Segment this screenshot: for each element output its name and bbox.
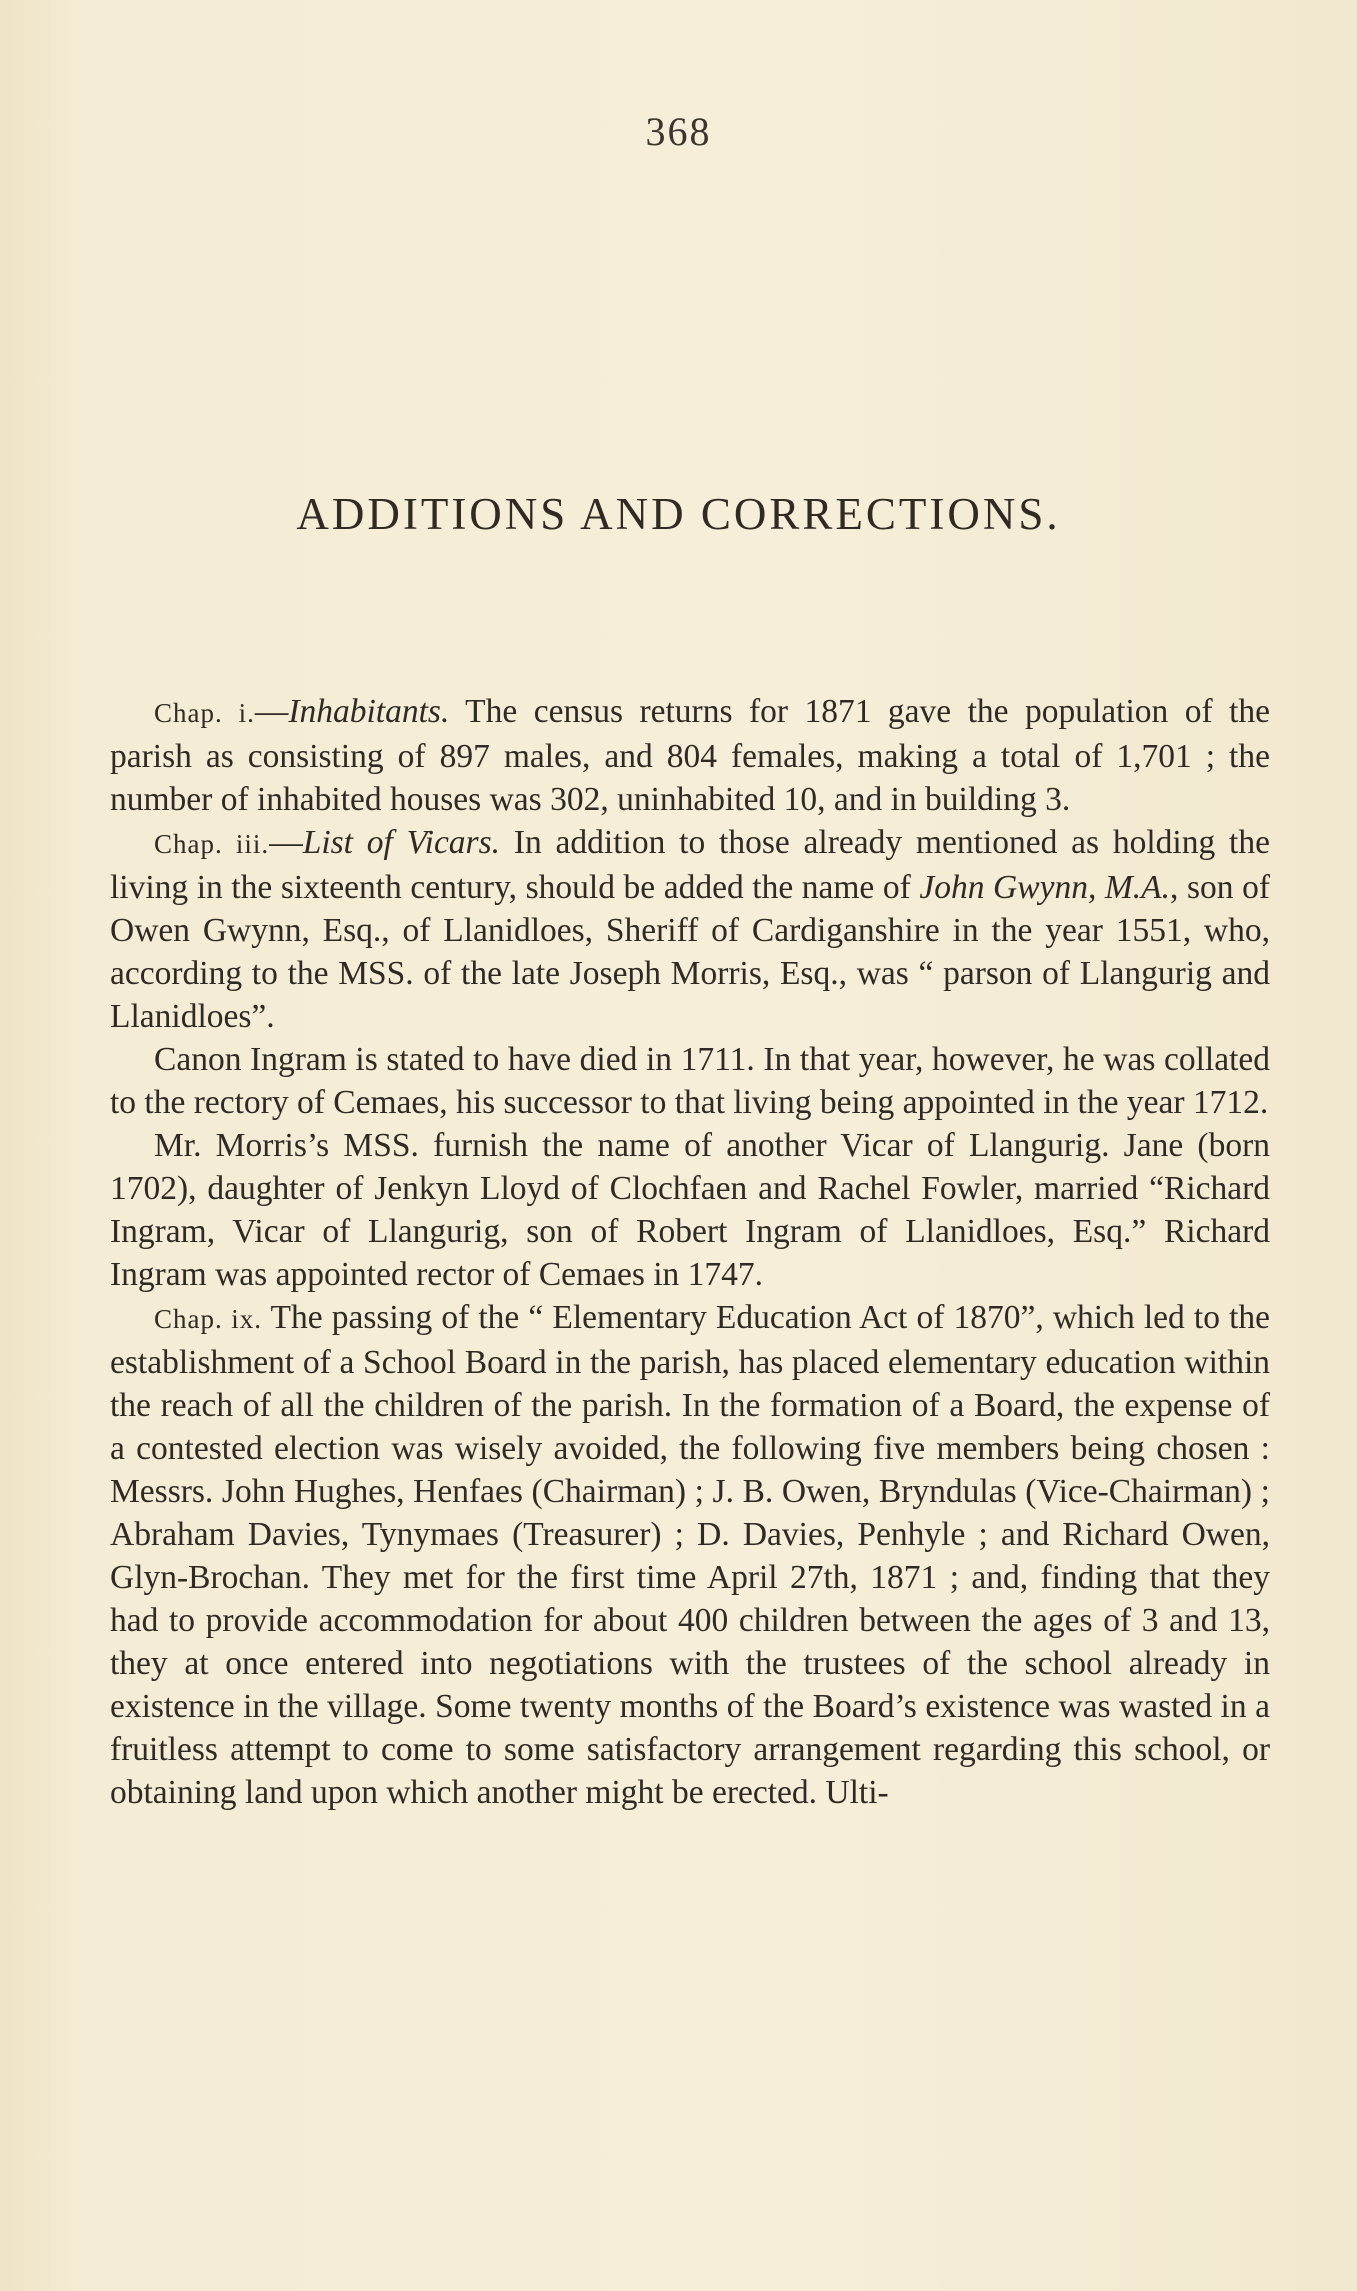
paragraph-text: , son of Owen Gwynn, Esq., of Llanidloes, Sheriff of Cardiganshire in the year 1551, who, according to the MSS. of the late Joseph Morris, Esq., was “ parson of Llangurig and Llanidloes”. <box>110 869 1270 1035</box>
paragraph-canon-ingram <box>110 1038 1270 1124</box>
paragraph-text: Mr. Morris’s MSS. furnish the name of another Vicar of Llangurig. Jane (born 1702), daughter of Jenkyn Lloyd of Clochfaen and Rachel Fowler, married “Richard Ingram, Vicar of Llangurig, son of Robert Ingram of Llanidloes, Esq.” Richard Ingram was appointed rector of Cemaes in 1747. <box>110 1127 1270 1293</box>
section-heading: ADDITIONS AND CORRECTIONS. <box>296 489 1061 539</box>
paragraph-text: The census returns for 1871 gave the population of the parish as consisting of 897 males, and 804 females, making a total of 1,701 ; the number of inhabited houses was 302, uninhabited 10, and in building 3. <box>110 693 1270 818</box>
chapter-label: Chap. iii. <box>154 829 270 859</box>
chapter-label: Chap. i. <box>154 698 255 728</box>
paragraph-text: Canon Ingram is stated to have died in 1711. In that year, however, he was collated to the rectory of Cemaes, his successor to that living being appointed in the year 1712. <box>110 1041 1270 1121</box>
paragraph-title: Inhabitants. <box>288 693 450 730</box>
paragraph-text: In addition to those already mentioned as holding the living in the sixteenth century, should be added the name of <box>110 824 1270 906</box>
page-number: 368 <box>645 109 712 154</box>
paragraph-list-of-vicars: Chap. iii.—List of Vicars. In addition to those already mentioned as holding the living in the sixteenth century, should be added the name of John Gwynn, M.A., son of Owen Gwynn, Esq., of Llanidloes, Sheriff of Cardiganshire in the year 1551, who, according to the MSS. of the late Joseph Morris, Esq., was “ parson of Llangurig and Llanidloes”. <box>110 824 1270 1035</box>
body-text <box>110 690 1270 1814</box>
paragraph-morris-mss <box>110 1124 1270 1296</box>
paragraph-inhabitants: Chap. i.—Inhabitants. The census returns for 1871 gave the population of the parish as consisting of 897 males, and 804 females, making a total of 1,701 ; the number of inhabited houses was 302, uninhabited 10, and in building 3. <box>110 693 1270 818</box>
chapter-label: Chap. ix. <box>154 1304 262 1334</box>
paragraph-text: The passing of the “ Elementary Education Act of 1870”, which led to the establishment of a School Board in the parish, has placed elementary education within the reach of all the children of the parish. In the formation of a Board, the expense of a contested election was wisely avoided, the following five members being chosen : Messrs. John Hughes, Henfaes (Chairman) ; J. B. Owen, Bryndulas (Vice-Chairman) ; Abraham Davies, Tynymaes (Treasurer) ; D. Davies, Penhyle ; and Richard Owen, Glyn-Brochan. They met for the first time April 27th, 1871 ; and, finding that they had to provide accommodation for about 400 children between the ages of 3 and 13, they at once entered into negotiations with the trustees of the school already in existence in the village. Some twenty months of the Board’s existence was wasted in a fruitless attempt to come to some satisfactory arrangement regarding this school, or obtaining land upon which another might be erected. Ulti- <box>110 1299 1271 1811</box>
person-name: John Gwynn, M.A. <box>919 869 1171 906</box>
paragraph-education <box>110 1296 1270 1814</box>
paragraph-title: List of Vicars. <box>302 824 501 861</box>
